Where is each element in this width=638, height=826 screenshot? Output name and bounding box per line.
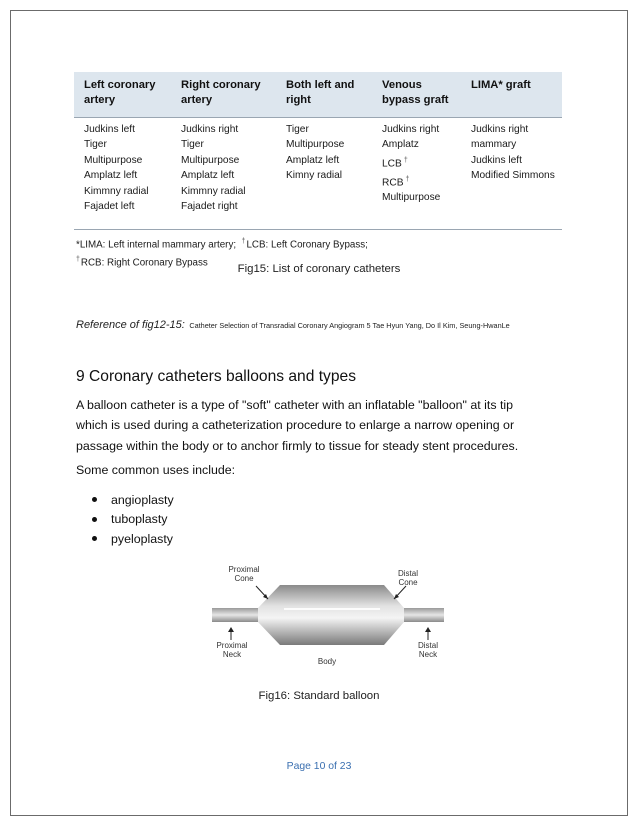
balloon-body-shape [258, 585, 404, 645]
body-label: Body [317, 657, 337, 666]
table-cell: Judkins right [382, 124, 440, 135]
list-item-text: angioplasty [111, 492, 174, 507]
note-lima: *LIMA: Left internal mammary artery; [76, 239, 237, 251]
uses-list [92, 490, 174, 549]
header-line: LIMA* graft [471, 79, 531, 91]
note-lcb: LCB: Left Coronary Bypass; [246, 239, 368, 251]
table-cell: Modified Simmons [471, 170, 555, 182]
table-cell: Amplatz left [181, 170, 235, 182]
table-cell: Judkins left [471, 154, 522, 166]
dagger-mark: † [241, 238, 246, 245]
label-line: Cone [234, 574, 254, 583]
distal-neck-shape [404, 608, 444, 622]
balloon-diagram [208, 565, 448, 670]
label-line: Proximal [228, 565, 260, 574]
table-cell [382, 172, 461, 191]
bullet-icon [92, 497, 97, 502]
reference-line [76, 315, 616, 333]
label-line: Distal [417, 641, 438, 650]
bullet-icon [92, 517, 97, 522]
table-cell: Amplatz [382, 139, 419, 151]
table-cell: Judkins right [181, 124, 239, 135]
header-line: Both left and [286, 79, 355, 91]
table-cell [382, 153, 461, 172]
body-paragraph [76, 395, 596, 456]
table-cell: Tiger [84, 139, 107, 151]
table-cell: Multipurpose [181, 154, 240, 166]
proximal-cone-label [222, 565, 266, 583]
table-cell: Kimny radial [286, 170, 343, 182]
table-cell: Amplatz left [286, 154, 340, 166]
header-line: Right coronary [181, 79, 261, 91]
list-item [92, 529, 174, 549]
proximal-neck-label [210, 641, 254, 659]
table-cell: Tiger [181, 139, 204, 151]
reference-label: Reference of fig12-15: [76, 319, 185, 331]
fig16-caption: Fig16: Standard balloon [258, 690, 380, 702]
table-column-venous [372, 122, 461, 228]
header-line: artery [181, 94, 213, 106]
catheter-table [74, 72, 562, 271]
distal-neck-arrowhead [425, 627, 431, 632]
list-item [92, 490, 174, 510]
table-header-venous [372, 78, 461, 117]
uses-intro: Some common uses include: [76, 463, 236, 477]
paragraph-line: A balloon catheter is a type of "soft" catheter with an inflatable "balloon" at its tip [76, 398, 514, 412]
dagger-mark: † [76, 256, 80, 264]
table-column-left-coronary [74, 122, 171, 228]
table-header-left-coronary [74, 78, 171, 117]
table-cell: Tiger [286, 124, 309, 135]
header-line: Venous [382, 79, 422, 91]
dagger-mark: † [403, 156, 408, 164]
label-line: Proximal [216, 641, 248, 650]
proximal-neck-shape [212, 608, 258, 622]
table-cell: Fajadet right [181, 201, 238, 213]
table-cell: Judkins right [471, 124, 529, 135]
reference-text: Catheter Selection of Transradial Coronary Angiogram 5 Tae Hyun Yang, Do Il Kim, Seung-HwanLe [189, 321, 510, 330]
table-column-both [276, 122, 372, 228]
table-header-both [276, 78, 372, 117]
table-note [76, 234, 562, 252]
table-header-row [74, 72, 562, 118]
table-cell: Multipurpose [382, 192, 441, 204]
section-heading: 9 Coronary catheters balloons and types [76, 368, 356, 385]
table-cell: Fajadet left [84, 201, 135, 213]
table-header-lima [461, 78, 562, 117]
dagger-mark: † [405, 175, 410, 183]
label-line: Distal [397, 569, 418, 578]
header-line: artery [84, 94, 116, 106]
table-cell: mammary [471, 139, 517, 151]
label-line: Neck [418, 650, 438, 659]
list-item [92, 510, 174, 530]
table-cell: Multipurpose [84, 154, 143, 166]
distal-neck-label [408, 641, 448, 659]
table-cell: Judkins left [84, 124, 135, 135]
header-line: right [286, 94, 311, 106]
page-number-footer: Page 10 of 23 [286, 761, 352, 772]
label-line: Cone [398, 578, 418, 587]
bullet-icon [92, 536, 97, 541]
table-column-lima [461, 122, 562, 228]
proximal-neck-arrowhead [228, 627, 234, 632]
table-column-right-coronary [171, 122, 276, 228]
note-rcb: RCB: Right Coronary Bypass [80, 257, 208, 269]
paragraph-line: passage within the body or to anchor firmly to tissue for steady stent procedures. [76, 438, 519, 453]
distal-cone-label [388, 569, 428, 587]
table-cell: Amplatz left [84, 170, 138, 182]
paragraph-line: which is used during a catheterization procedure to enlarge a narrow opening or [76, 418, 515, 433]
list-item-text: pyeloplasty [111, 531, 173, 546]
table-body [74, 118, 562, 228]
label-line: Neck [222, 650, 242, 659]
header-line: bypass graft [382, 94, 449, 106]
table-header-right-coronary [171, 78, 276, 117]
table-cell: Kimmny radial [84, 185, 149, 197]
table-cell: Multipurpose [286, 139, 345, 151]
list-item-text: tuboplasty [111, 512, 168, 527]
table-cell: Kimmny radial [181, 185, 246, 197]
cell-text: RCB [382, 177, 404, 188]
header-line: Left coronary [84, 79, 156, 91]
cell-text: LCB [382, 158, 402, 170]
fig15-caption: Fig15: List of coronary catheters [237, 263, 401, 275]
